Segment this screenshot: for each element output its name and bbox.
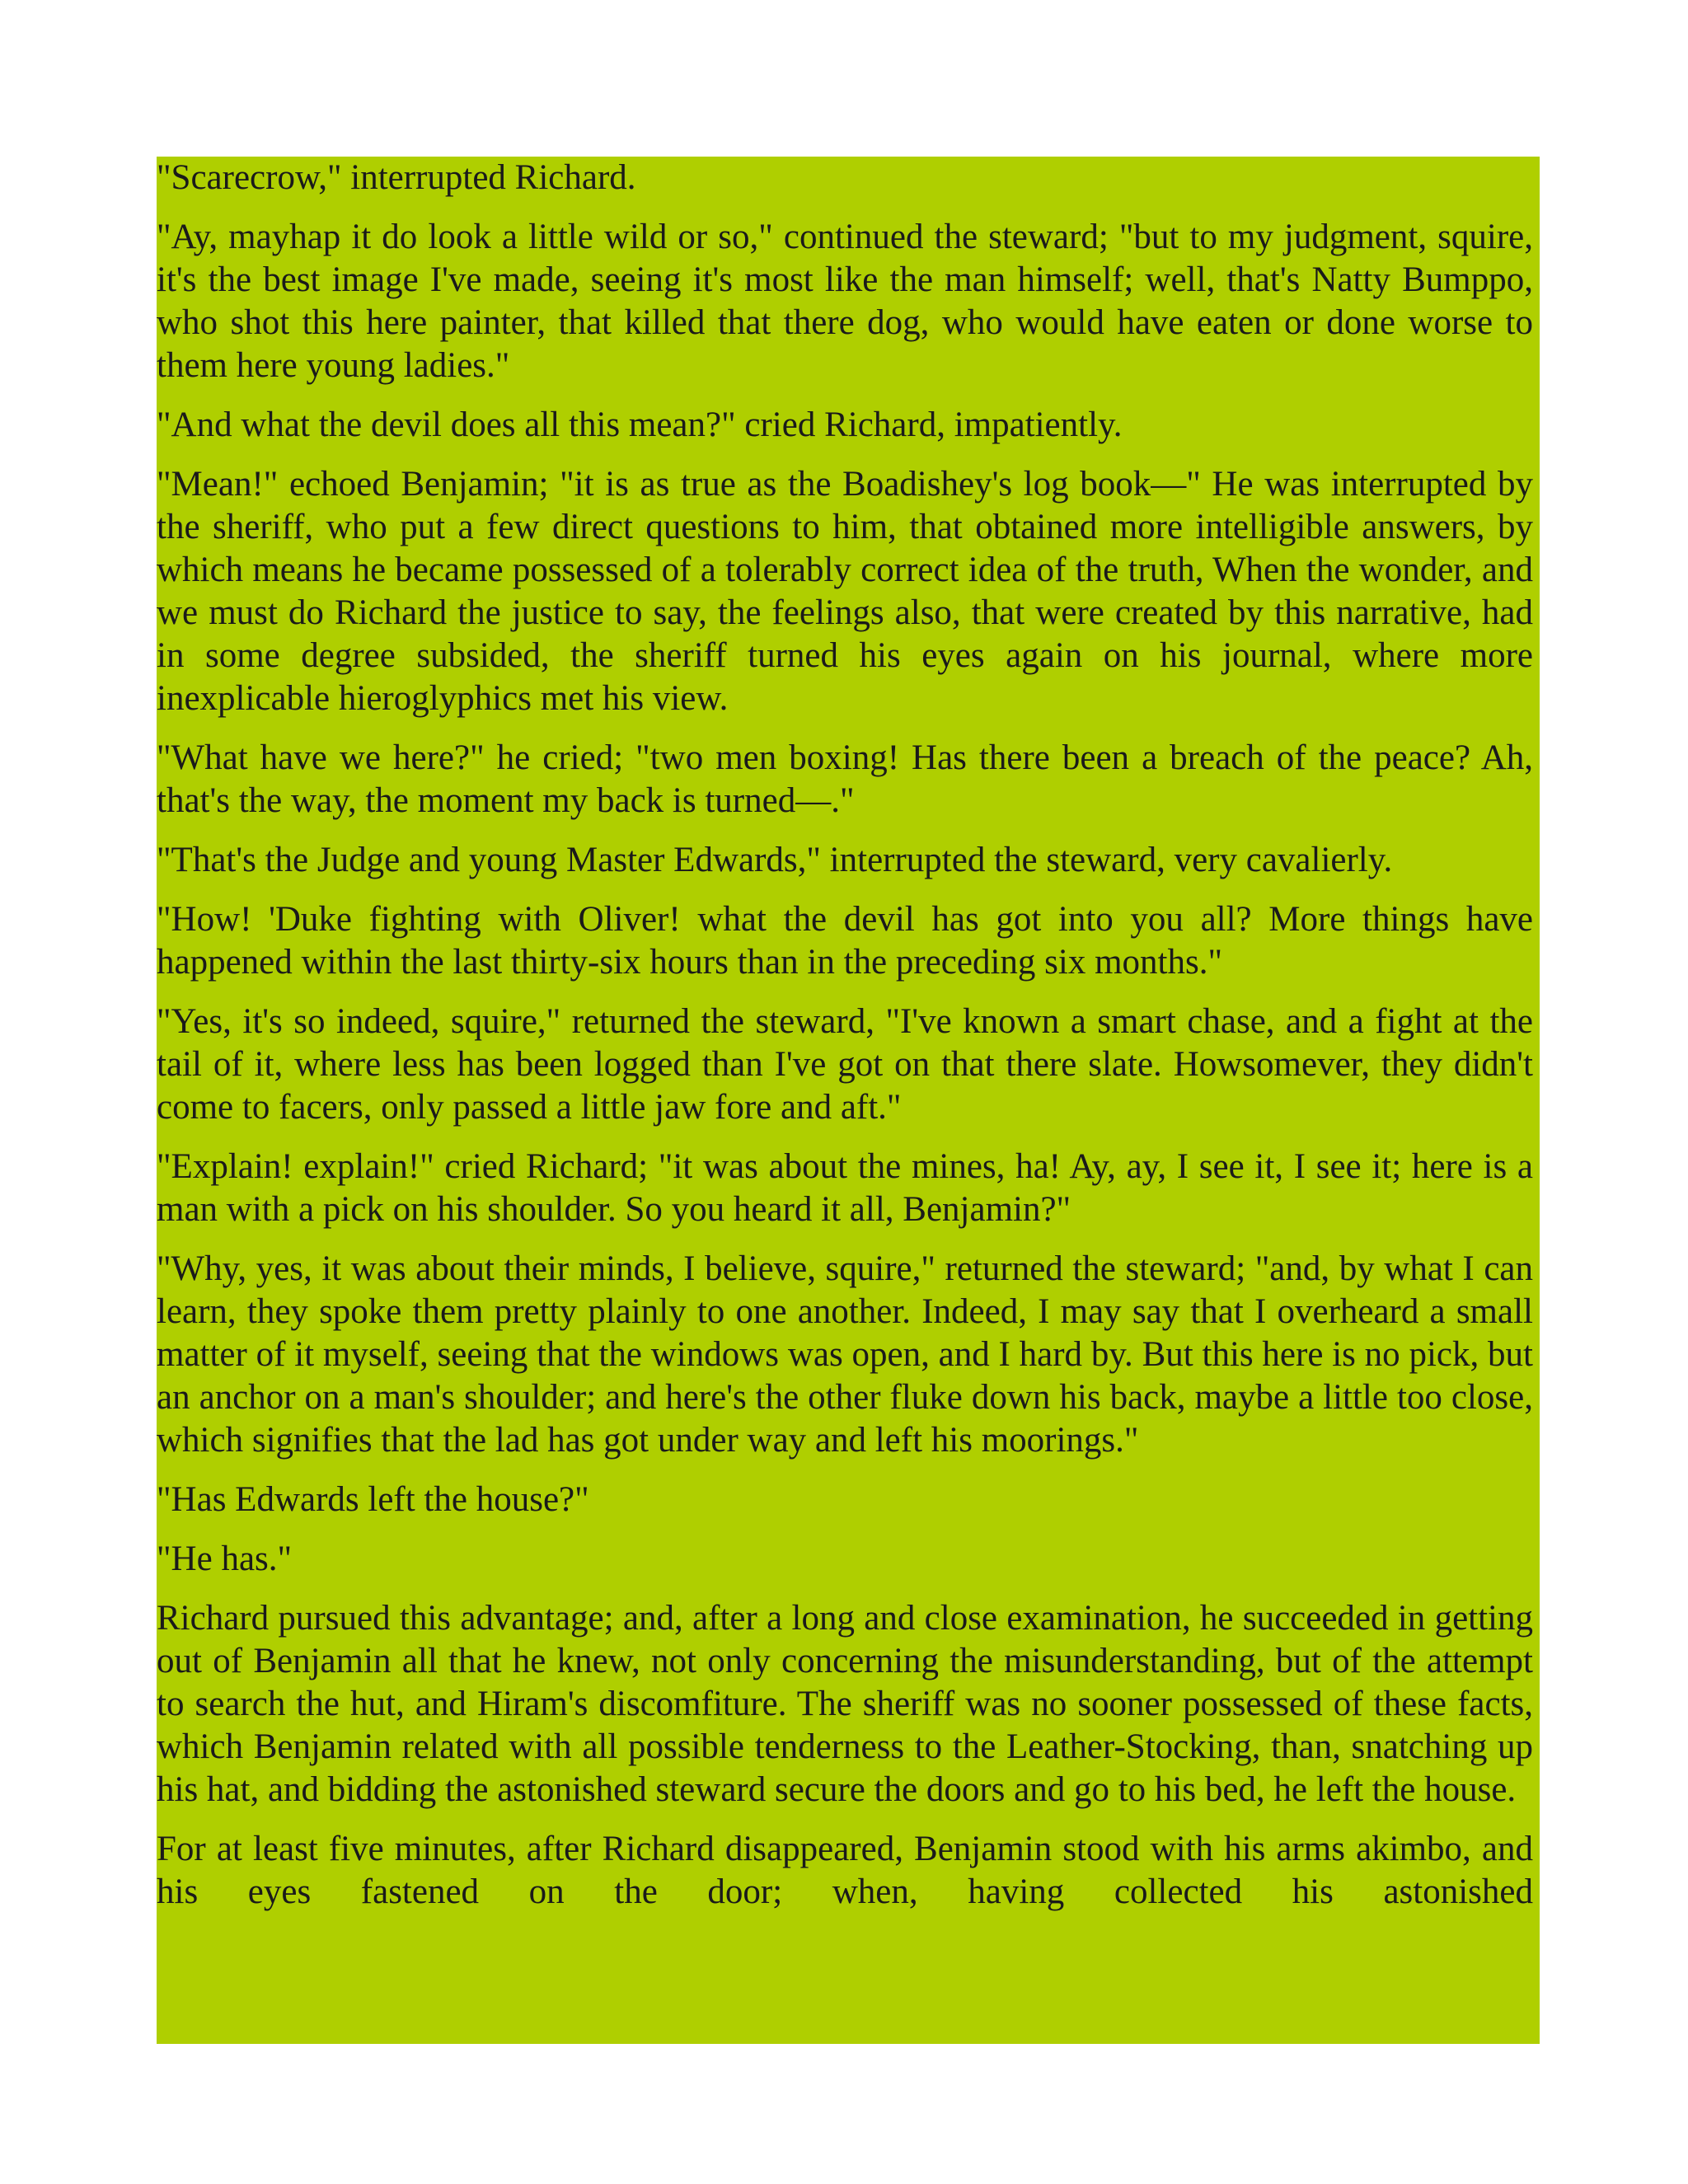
paragraph: For at least five minutes, after Richard disappeared, Benjamin stood with his arms akimbo, and his eyes fastened on the door; when, having collected his astonished — [157, 1830, 1533, 1911]
paragraph: "Scarecrow," interrupted Richard. — [157, 158, 636, 197]
paragraph: "And what the devil does all this mean?" cried Richard, impatiently. — [157, 405, 1123, 444]
paragraph: "What have we here?" he cried; "two men boxing! Has there been a breach of the peace? Ah, that's the way, the moment my back is turned—." — [157, 738, 1533, 820]
paragraph: "Ay, mayhap it do look a little wild or so," continued the steward; "but to my judgment, squire, it's the best image I've made, seeing it's most like the man himself; well, that's Natty Bumppo, who shot this here painter, that killed that there dog, who would have eaten or done worse to them here young ladies." — [157, 218, 1533, 385]
paragraph: "He has." — [157, 1540, 293, 1578]
paragraph: Richard pursued this advantage; and, after a long and close examination, he succeeded in getting out of Benjamin all that he knew, not only concerning the misunderstanding, but of the attempt to search the hut, and Hiram's discomfiture. The sheriff was no sooner possessed of these facts, which Benjamin related with all possible tenderness to the Leather-Stocking, than, snatching up his hat, and bidding the astonished steward secure the doors and go to his bed, he left the house. — [157, 1599, 1533, 1809]
text-block — [157, 157, 1540, 2044]
paragraph: "Has Edwards left the house?" — [157, 1480, 589, 1519]
paragraph: "Explain! explain!" cried Richard; "it was about the mines, ha! Ay, ay, I see it, I see it; here is a man with a pick on his shoulder. So you heard it all, Benjamin?" — [157, 1147, 1533, 1229]
paragraph: "That's the Judge and young Master Edwards," interrupted the steward, very cavalierly. — [157, 841, 1393, 879]
paragraph: "Mean!" echoed Benjamin; "it is as true as the Boadishey's log book—" He was interrupted by the sheriff, who put a few direct questions to him, that obtained more intelligible answers, by which means he became possessed of a tolerably correct idea of the truth, When the wonder, and we must do Richard the justice to say, the feelings also, that were created by this narrative, had in some degree subsided, the sheriff turned his eyes again on his journal, where more inexplicable hieroglyphics met his view. — [157, 465, 1533, 718]
paragraph: "Yes, it's so indeed, squire," returned the steward, "I've known a smart chase, and a fight at the tail of it, where less has been logged than I've got on that there slate. Howsomever, they didn't come to facers, only passed a little jaw fore and aft." — [157, 1002, 1533, 1127]
paragraph: "How! 'Duke fighting with Oliver! what the devil has got into you all? More things have happened within the last thirty-six hours than in the preceding six months." — [157, 900, 1533, 982]
paragraph: "Why, yes, it was about their minds, I believe, squire," returned the steward; "and, by what I can learn, they spoke them pretty plainly to one another. Indeed, I may say that I overheard a small matter of it myself, seeing that the windows was open, and I hard by. But this here is no pick, but an anchor on a man's shoulder; and here's the other fluke down his back, maybe a little too close, which signifies that the lad has got under way and left his moorings." — [157, 1249, 1533, 1460]
